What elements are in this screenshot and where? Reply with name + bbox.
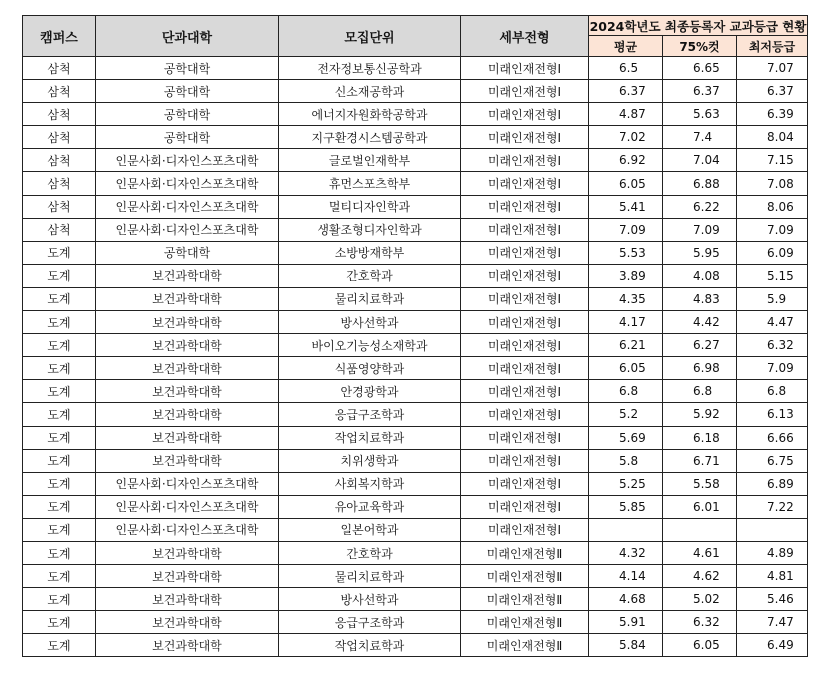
- cell-campus: 도계: [23, 611, 96, 634]
- cell-avg: 4.14: [589, 565, 663, 588]
- cell-lowest: 6.89: [737, 472, 808, 495]
- cell-cut75: 6.01: [663, 495, 737, 518]
- cell-lowest: [737, 518, 808, 541]
- cell-admission-type: 미래인재전형Ⅰ: [461, 264, 589, 287]
- cell-lowest: 7.47: [737, 611, 808, 634]
- cell-avg: 5.91: [589, 611, 663, 634]
- cell-unit: 지구환경시스템공학과: [279, 126, 461, 149]
- cell-cut75: 7.4: [663, 126, 737, 149]
- cell-campus: 도계: [23, 241, 96, 264]
- cell-cut75: 7.04: [663, 149, 737, 172]
- cell-admission-type: 미래인재전형Ⅱ: [461, 634, 589, 657]
- cell-college: 보건과학대학: [96, 287, 279, 310]
- cell-cut75: 5.58: [663, 472, 737, 495]
- header-grade-group: 2024학년도 최종등록자 교과등급 현황: [589, 16, 808, 36]
- cell-lowest: 6.39: [737, 103, 808, 126]
- cell-unit: 전자정보통신공학과: [279, 57, 461, 80]
- cell-college: 보건과학대학: [96, 311, 279, 334]
- cell-admission-type: 미래인재전형Ⅰ: [461, 472, 589, 495]
- cell-campus: 도계: [23, 264, 96, 287]
- table-body: [23, 57, 808, 657]
- cell-lowest: 5.9: [737, 287, 808, 310]
- cell-campus: 도계: [23, 449, 96, 472]
- cell-cut75: 6.8: [663, 380, 737, 403]
- cell-unit: 사회복지학과: [279, 472, 461, 495]
- cell-unit: 물리치료학과: [279, 287, 461, 310]
- cell-avg: 6.21: [589, 334, 663, 357]
- cell-avg: 5.85: [589, 495, 663, 518]
- cell-college: 공학대학: [96, 103, 279, 126]
- cell-college: 보건과학대학: [96, 380, 279, 403]
- cell-avg: 6.92: [589, 149, 663, 172]
- table-row: [23, 518, 808, 541]
- cell-college: 인문사회·디자인스포츠대학: [96, 218, 279, 241]
- cell-cut75: 7.09: [663, 218, 737, 241]
- table-row: [23, 449, 808, 472]
- cell-admission-type: 미래인재전형Ⅰ: [461, 103, 589, 126]
- cell-unit: 멀티디자인학과: [279, 195, 461, 218]
- cell-campus: 도계: [23, 634, 96, 657]
- cell-unit: 일본어학과: [279, 518, 461, 541]
- cell-cut75: 6.18: [663, 426, 737, 449]
- cell-admission-type: 미래인재전형Ⅰ: [461, 126, 589, 149]
- cell-avg: 4.87: [589, 103, 663, 126]
- cell-lowest: 6.13: [737, 403, 808, 426]
- cell-college: 인문사회·디자인스포츠대학: [96, 149, 279, 172]
- cell-admission-type: 미래인재전형Ⅰ: [461, 218, 589, 241]
- cell-unit: 방사선학과: [279, 588, 461, 611]
- cell-cut75: 5.95: [663, 241, 737, 264]
- table-row: [23, 588, 808, 611]
- cell-college: 보건과학대학: [96, 334, 279, 357]
- cell-lowest: 7.07: [737, 57, 808, 80]
- cell-unit: 물리치료학과: [279, 565, 461, 588]
- cell-unit: 응급구조학과: [279, 611, 461, 634]
- cell-cut75: 4.61: [663, 541, 737, 564]
- cell-college: 공학대학: [96, 241, 279, 264]
- cell-cut75: 5.02: [663, 588, 737, 611]
- cell-unit: 유아교육학과: [279, 495, 461, 518]
- header-admission-type: 세부전형: [461, 16, 589, 57]
- cell-college: 보건과학대학: [96, 634, 279, 657]
- table-row: [23, 149, 808, 172]
- cell-avg: 3.89: [589, 264, 663, 287]
- cell-college: 보건과학대학: [96, 588, 279, 611]
- cell-college: 공학대학: [96, 126, 279, 149]
- cell-unit: 안경광학과: [279, 380, 461, 403]
- cell-lowest: 4.89: [737, 541, 808, 564]
- cell-avg: 5.2: [589, 403, 663, 426]
- cell-campus: 삼척: [23, 57, 96, 80]
- header-avg: 평균: [589, 36, 663, 57]
- cell-college: 인문사회·디자인스포츠대학: [96, 495, 279, 518]
- cell-cut75: 5.92: [663, 403, 737, 426]
- table-row: [23, 472, 808, 495]
- cell-cut75: 4.62: [663, 565, 737, 588]
- cell-avg: 6.8: [589, 380, 663, 403]
- table-row: [23, 80, 808, 103]
- cell-college: 인문사회·디자인스포츠대학: [96, 195, 279, 218]
- cell-campus: 삼척: [23, 195, 96, 218]
- cell-avg: 5.41: [589, 195, 663, 218]
- cell-cut75: 6.71: [663, 449, 737, 472]
- cell-admission-type: 미래인재전형Ⅰ: [461, 426, 589, 449]
- table-row: [23, 172, 808, 195]
- cell-admission-type: 미래인재전형Ⅱ: [461, 541, 589, 564]
- cell-cut75: 6.22: [663, 195, 737, 218]
- cell-cut75: 6.05: [663, 634, 737, 657]
- cell-campus: 도계: [23, 588, 96, 611]
- cell-college: 인문사회·디자인스포츠대학: [96, 472, 279, 495]
- table-row: [23, 103, 808, 126]
- cell-campus: 도계: [23, 495, 96, 518]
- cell-campus: 도계: [23, 518, 96, 541]
- cell-college: 인문사회·디자인스포츠대학: [96, 518, 279, 541]
- cell-avg: 4.17: [589, 311, 663, 334]
- cell-avg: 4.68: [589, 588, 663, 611]
- cell-college: 보건과학대학: [96, 541, 279, 564]
- cell-unit: 신소재공학과: [279, 80, 461, 103]
- cell-college: 보건과학대학: [96, 426, 279, 449]
- table-row: [23, 195, 808, 218]
- cell-lowest: 6.49: [737, 634, 808, 657]
- cell-campus: 삼척: [23, 126, 96, 149]
- cell-unit: 치위생학과: [279, 449, 461, 472]
- cell-admission-type: 미래인재전형Ⅰ: [461, 287, 589, 310]
- cell-cut75: 6.32: [663, 611, 737, 634]
- cell-unit: 바이오기능성소재학과: [279, 334, 461, 357]
- cell-admission-type: 미래인재전형Ⅰ: [461, 57, 589, 80]
- table-row: [23, 495, 808, 518]
- cell-avg: 6.05: [589, 172, 663, 195]
- cell-avg: 4.35: [589, 287, 663, 310]
- cell-lowest: 5.46: [737, 588, 808, 611]
- cell-lowest: 7.09: [737, 218, 808, 241]
- cell-admission-type: 미래인재전형Ⅱ: [461, 611, 589, 634]
- cell-lowest: 6.8: [737, 380, 808, 403]
- table-row: [23, 264, 808, 287]
- cell-admission-type: 미래인재전형Ⅰ: [461, 518, 589, 541]
- table-row: [23, 541, 808, 564]
- cell-college: 보건과학대학: [96, 449, 279, 472]
- cell-college: 보건과학대학: [96, 357, 279, 380]
- table-row: [23, 357, 808, 380]
- table-row: [23, 241, 808, 264]
- cell-campus: 삼척: [23, 172, 96, 195]
- cell-avg: 6.37: [589, 80, 663, 103]
- cell-cut75: 6.65: [663, 57, 737, 80]
- cell-avg: [589, 518, 663, 541]
- cell-campus: 도계: [23, 472, 96, 495]
- cell-admission-type: 미래인재전형Ⅰ: [461, 241, 589, 264]
- cell-unit: 휴먼스포츠학부: [279, 172, 461, 195]
- cell-unit: 작업치료학과: [279, 634, 461, 657]
- cell-avg: 5.25: [589, 472, 663, 495]
- table-row: [23, 565, 808, 588]
- grade-table: [22, 15, 808, 657]
- cell-avg: 6.05: [589, 357, 663, 380]
- cell-admission-type: 미래인재전형Ⅰ: [461, 311, 589, 334]
- cell-unit: 에너지자원화학공학과: [279, 103, 461, 126]
- cell-admission-type: 미래인재전형Ⅱ: [461, 588, 589, 611]
- cell-admission-type: 미래인재전형Ⅱ: [461, 565, 589, 588]
- cell-campus: 삼척: [23, 149, 96, 172]
- cell-campus: 도계: [23, 565, 96, 588]
- cell-campus: 삼척: [23, 218, 96, 241]
- cell-campus: 도계: [23, 380, 96, 403]
- cell-avg: 5.69: [589, 426, 663, 449]
- cell-avg: 4.32: [589, 541, 663, 564]
- cell-avg: 7.02: [589, 126, 663, 149]
- cell-campus: 도계: [23, 287, 96, 310]
- cell-unit: 응급구조학과: [279, 403, 461, 426]
- cell-lowest: 6.32: [737, 334, 808, 357]
- cell-lowest: 6.75: [737, 449, 808, 472]
- table-row: [23, 311, 808, 334]
- table-row: [23, 426, 808, 449]
- cell-admission-type: 미래인재전형Ⅰ: [461, 172, 589, 195]
- cell-admission-type: 미래인재전형Ⅰ: [461, 357, 589, 380]
- cell-admission-type: 미래인재전형Ⅰ: [461, 334, 589, 357]
- cell-lowest: 6.66: [737, 426, 808, 449]
- table-row: [23, 126, 808, 149]
- cell-avg: 5.8: [589, 449, 663, 472]
- table-row: [23, 287, 808, 310]
- cell-lowest: 6.09: [737, 241, 808, 264]
- header-unit: 모집단위: [279, 16, 461, 57]
- cell-college: 공학대학: [96, 80, 279, 103]
- cell-cut75: 6.37: [663, 80, 737, 103]
- cell-college: 보건과학대학: [96, 611, 279, 634]
- cell-college: 보건과학대학: [96, 565, 279, 588]
- cell-college: 보건과학대학: [96, 403, 279, 426]
- cell-campus: 도계: [23, 311, 96, 334]
- cell-campus: 도계: [23, 403, 96, 426]
- cell-lowest: 4.81: [737, 565, 808, 588]
- cell-lowest: 8.06: [737, 195, 808, 218]
- cell-unit: 생활조형디자인학과: [279, 218, 461, 241]
- cell-campus: 도계: [23, 357, 96, 380]
- cell-lowest: 5.15: [737, 264, 808, 287]
- cell-lowest: 7.08: [737, 172, 808, 195]
- cell-unit: 간호학과: [279, 264, 461, 287]
- header-campus: 캠퍼스: [23, 16, 96, 57]
- cell-avg: 5.53: [589, 241, 663, 264]
- cell-cut75: 4.08: [663, 264, 737, 287]
- cell-unit: 방사선학과: [279, 311, 461, 334]
- cell-cut75: 6.88: [663, 172, 737, 195]
- cell-campus: 도계: [23, 426, 96, 449]
- cell-lowest: 7.22: [737, 495, 808, 518]
- table-row: [23, 403, 808, 426]
- cell-cut75: [663, 518, 737, 541]
- cell-college: 인문사회·디자인스포츠대학: [96, 172, 279, 195]
- cell-unit: 식품영양학과: [279, 357, 461, 380]
- table-row: [23, 380, 808, 403]
- header-college: 단과대학: [96, 16, 279, 57]
- cell-lowest: 6.37: [737, 80, 808, 103]
- cell-campus: 도계: [23, 541, 96, 564]
- cell-cut75: 5.63: [663, 103, 737, 126]
- cell-campus: 도계: [23, 334, 96, 357]
- cell-admission-type: 미래인재전형Ⅰ: [461, 380, 589, 403]
- cell-college: 공학대학: [96, 57, 279, 80]
- cell-college: 보건과학대학: [96, 264, 279, 287]
- cell-cut75: 6.27: [663, 334, 737, 357]
- cell-cut75: 4.42: [663, 311, 737, 334]
- cell-campus: 삼척: [23, 103, 96, 126]
- cell-avg: 5.84: [589, 634, 663, 657]
- cell-campus: 삼척: [23, 80, 96, 103]
- cell-admission-type: 미래인재전형Ⅰ: [461, 449, 589, 472]
- cell-admission-type: 미래인재전형Ⅰ: [461, 195, 589, 218]
- cell-cut75: 6.98: [663, 357, 737, 380]
- cell-lowest: 7.15: [737, 149, 808, 172]
- cell-avg: 6.5: [589, 57, 663, 80]
- cell-unit: 간호학과: [279, 541, 461, 564]
- cell-unit: 글로벌인재학부: [279, 149, 461, 172]
- cell-admission-type: 미래인재전형Ⅰ: [461, 149, 589, 172]
- cell-lowest: 8.04: [737, 126, 808, 149]
- table-header: [23, 16, 808, 57]
- cell-unit: 작업치료학과: [279, 426, 461, 449]
- cell-admission-type: 미래인재전형Ⅰ: [461, 495, 589, 518]
- table-row: [23, 218, 808, 241]
- cell-admission-type: 미래인재전형Ⅰ: [461, 403, 589, 426]
- cell-cut75: 4.83: [663, 287, 737, 310]
- cell-admission-type: 미래인재전형Ⅰ: [461, 80, 589, 103]
- table-row: [23, 334, 808, 357]
- header-lowest: 최저등급: [737, 36, 808, 57]
- cell-lowest: 4.47: [737, 311, 808, 334]
- cell-avg: 7.09: [589, 218, 663, 241]
- table-row: [23, 611, 808, 634]
- header-cut75: 75%컷: [663, 36, 737, 57]
- cell-unit: 소방방재학부: [279, 241, 461, 264]
- cell-lowest: 7.09: [737, 357, 808, 380]
- table-row: [23, 634, 808, 657]
- table-row: [23, 57, 808, 80]
